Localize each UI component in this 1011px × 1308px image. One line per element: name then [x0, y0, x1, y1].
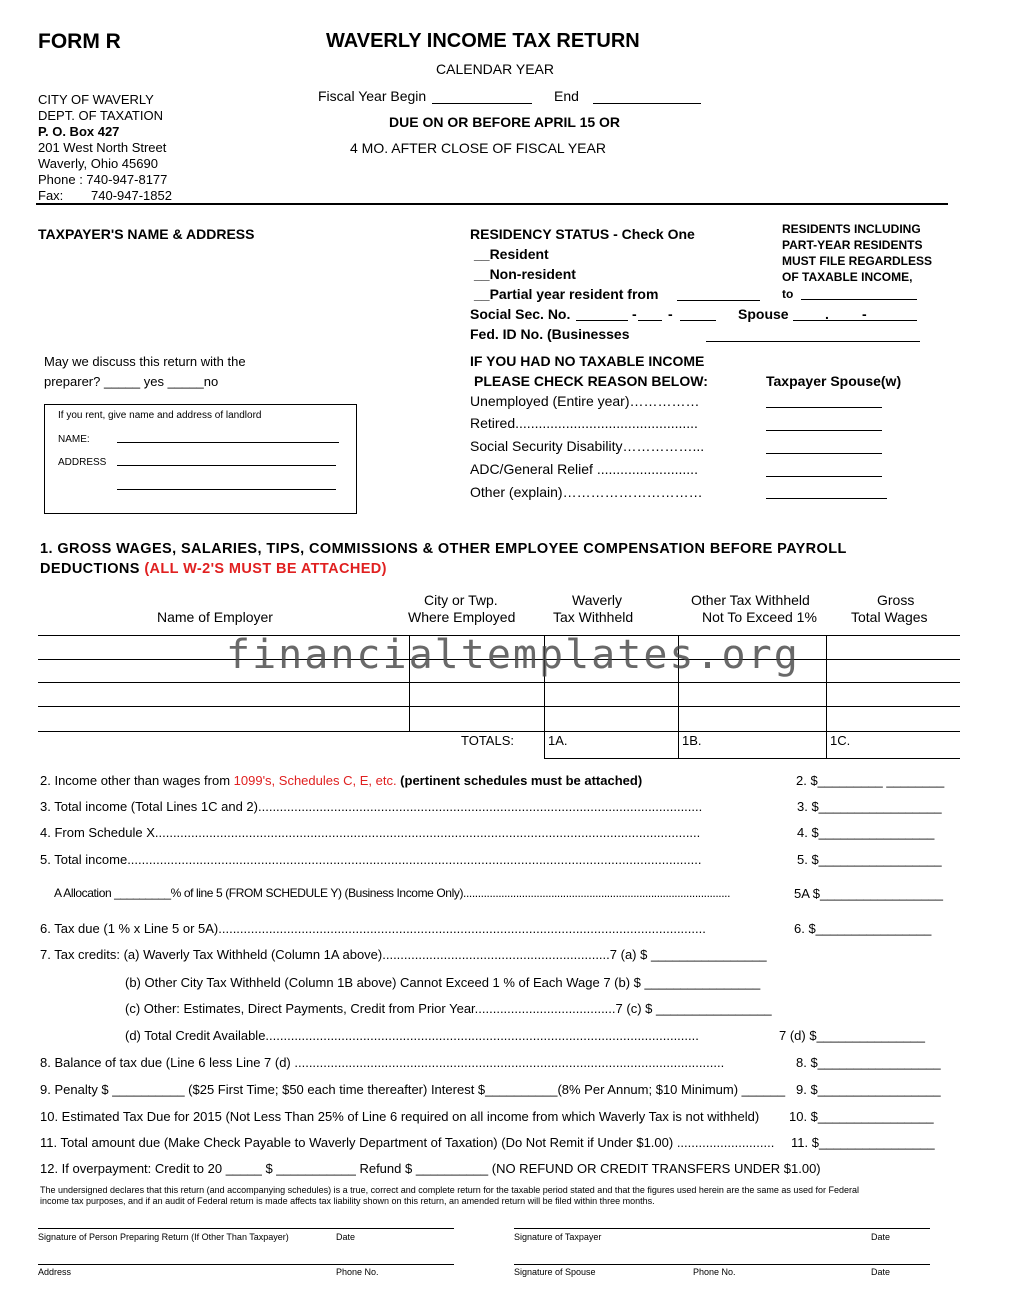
- preparer-phone-label: Phone No.: [336, 1267, 379, 1277]
- taxpayer-signature-label: Signature of Taxpayer: [514, 1232, 602, 1242]
- line-2-text: 2. Income other than wages from: [40, 773, 234, 788]
- partial-resident-checkbox[interactable]: __Partial year resident from: [474, 286, 659, 302]
- line-6: 6. Tax due (1 % x Line 5 or 5A).......................................................................................................................................: [40, 921, 706, 936]
- wages-col-divider-4: [826, 635, 827, 758]
- reason-adc-relief-field[interactable]: [766, 476, 882, 477]
- line-5: 5. Total income...............................................................................................................................................................: [40, 852, 702, 867]
- spouse-signature-label: Signature of Spouse: [514, 1267, 596, 1277]
- city-state-zip: Waverly, Ohio 45690: [38, 156, 158, 171]
- col-other-1: Other Tax Withheld: [691, 592, 810, 608]
- residency-note-3: MUST FILE REGARDLESS: [782, 254, 933, 268]
- city-name: CITY OF WAVERLY: [38, 92, 154, 107]
- taxpayer-heading: TAXPAYER'S NAME & ADDRESS: [38, 226, 255, 242]
- spouse-ssn-dot: .: [825, 306, 829, 322]
- line-11-amount[interactable]: 11. $________________: [791, 1135, 935, 1150]
- fiscal-year-end-label: End: [554, 88, 579, 104]
- form-title: WAVERLY INCOME TAX RETURN: [326, 30, 640, 52]
- address-label: Address: [38, 1267, 72, 1277]
- reason-ss-disability: Social Security Disability……………...: [470, 438, 705, 454]
- line-7d: (d) Total Credit Available........................................................................................................................: [125, 1028, 699, 1043]
- line-10: 10. Estimated Tax Due for 2015 (Not Less Than 25% of Line 6 required on all income from which Waverly Tax is not withheld): [40, 1109, 760, 1124]
- taxpayer-signature-line[interactable]: [514, 1228, 930, 1229]
- landlord-name-label: NAME:: [58, 434, 90, 445]
- line-9[interactable]: 9. Penalty $ __________ ($25 First Time; $50 each time thereafter) Interest $__________(8% Per Annum; $10 Minimum) ______: [40, 1082, 786, 1097]
- taxpayer-date-label: Date: [871, 1232, 891, 1242]
- line-12[interactable]: 12. If overpayment: Credit to 20 _____ $ ___________ Refund $ __________ (NO REFUND OR CREDIT TRANSFERS UNDER $1.00): [40, 1161, 821, 1176]
- street-address: 201 West North Street: [38, 140, 167, 155]
- discuss-answer[interactable]: preparer? _____ yes _____no: [44, 374, 219, 389]
- line-10-amount[interactable]: 10. $________________: [789, 1109, 934, 1124]
- due-date-line2: 4 MO. AFTER CLOSE OF FISCAL YEAR: [350, 140, 606, 156]
- col-gross-1: Gross: [877, 592, 915, 608]
- col-city-2: Where Employed: [408, 609, 516, 625]
- form-subtitle: CALENDAR YEAR: [436, 61, 555, 77]
- reason-retired-field[interactable]: [766, 430, 882, 431]
- po-box: P. O. Box 427: [38, 124, 120, 139]
- line-8-amount[interactable]: 8. $_________________: [796, 1055, 941, 1070]
- col-waverly-2: Tax Withheld: [553, 609, 634, 625]
- header-divider: [36, 203, 948, 205]
- reason-ss-disability-field[interactable]: [766, 453, 882, 454]
- spouse-ssn-label: Spouse: [738, 306, 789, 322]
- line-5a-amount[interactable]: 5A $_________________: [794, 886, 943, 901]
- spouse-ssn-field[interactable]: [793, 320, 917, 321]
- total-1b[interactable]: 1B.: [682, 733, 702, 748]
- w2-attached-note: (ALL W-2'S MUST BE ATTACHED): [144, 561, 387, 577]
- line-3: 3. Total income (Total Lines 1C and 2)...........................................................................................................................: [40, 799, 703, 814]
- residency-note-2: PART-YEAR RESIDENTS: [782, 238, 923, 252]
- spouse-signature-line[interactable]: [514, 1264, 930, 1265]
- total-1c[interactable]: 1C.: [830, 733, 851, 748]
- fiscal-year-begin-field[interactable]: [432, 103, 532, 104]
- fiscal-year-end-field[interactable]: [593, 103, 701, 104]
- line-2-note: (pertinent schedules must be attached): [396, 773, 643, 788]
- ssn-field-3[interactable]: [680, 320, 716, 321]
- wages-row-2[interactable]: [38, 682, 960, 683]
- ssn-dash-1: -: [632, 306, 637, 322]
- address-line[interactable]: [38, 1264, 454, 1265]
- residency-note-1: RESIDENTS INCLUDING: [782, 222, 921, 236]
- landlord-address-field-2[interactable]: [117, 489, 336, 490]
- line-7b[interactable]: (b) Other City Tax Withheld (Column 1B above) Cannot Exceed 1 % of Each Wage 7 (b) $ ________________: [125, 975, 761, 990]
- landlord-name-field[interactable]: [117, 442, 339, 443]
- col-city-1: City or Twp.: [424, 592, 498, 608]
- section1-title-deductions: DEDUCTIONS: [40, 561, 140, 577]
- fax-number: 740-947-1852: [91, 188, 172, 203]
- col-other-2: Not To Exceed 1%: [702, 609, 817, 625]
- line-8: 8. Balance of tax due (Line 6 less Line 7 (d) .......................................................................................................................: [40, 1055, 725, 1070]
- line-9-amount[interactable]: 9. $_________________: [796, 1082, 941, 1097]
- fed-id-field[interactable]: [706, 341, 920, 342]
- spouse-phone-label: Phone No.: [693, 1267, 736, 1277]
- preparer-date-label: Date: [336, 1232, 356, 1242]
- landlord-address-label: ADDRESS: [58, 457, 107, 468]
- wages-totals-bottom: [544, 758, 960, 759]
- line-4: 4. From Schedule X.......................................................................................................................................................: [40, 825, 701, 840]
- reason-other: Other (explain)…………………………: [470, 484, 703, 500]
- reason-adc-relief: ADC/General Relief ..........................: [470, 461, 698, 477]
- wages-row-3[interactable]: [38, 706, 960, 707]
- residency-heading: RESIDENCY STATUS - Check One: [470, 226, 695, 242]
- ssn-dash-2: -: [668, 306, 673, 322]
- phone-number: Phone : 740-947-8177: [38, 172, 168, 187]
- landlord-address-field-1[interactable]: [117, 465, 336, 466]
- line-5a: A Allocation _________% of line 5 (FROM SCHEDULE Y) (Business Income Only)...........................................................................................: [54, 886, 731, 900]
- residency-to-field[interactable]: [801, 299, 917, 300]
- reason-retired: Retired...............................................: [470, 415, 698, 431]
- line-3-amount[interactable]: 3. $_________________: [797, 799, 942, 814]
- line-7d-amount[interactable]: 7 (d) $_______________: [779, 1028, 926, 1043]
- no-income-columns: Taxpayer Spouse(w): [766, 373, 902, 389]
- declaration-line-2: income tax purposes, and if an audit of Federal return is made affects tax liability shown on this return, an amended return will be filed within three months.: [40, 1196, 655, 1206]
- section1-title-1: 1. GROSS WAGES, SALARIES, TIPS, COMMISSIONS & OTHER EMPLOYEE COMPENSATION BEFORE PAYROLL: [40, 541, 847, 557]
- line-5-amount[interactable]: 5. $_________________: [797, 852, 942, 867]
- totals-label: TOTALS:: [461, 733, 514, 748]
- dept-name: DEPT. OF TAXATION: [38, 108, 163, 123]
- form-id: FORM R: [38, 30, 121, 53]
- declaration-line-1: The undersigned declares that this return (and accompanying schedules) is a true, correct and complete return for the taxable period stated and that the figures used herein are the same as used for Federal: [40, 1185, 859, 1195]
- fiscal-year-begin-label: Fiscal Year Begin: [318, 88, 427, 104]
- landlord-note: If you rent, give name and address of landlord: [58, 410, 262, 421]
- ssn-label: Social Sec. No.: [470, 306, 571, 322]
- spouse-date-label: Date: [871, 1267, 891, 1277]
- col-gross-2: Total Wages: [851, 609, 928, 625]
- reason-other-field[interactable]: [766, 498, 887, 499]
- no-income-heading-1: IF YOU HAD NO TAXABLE INCOME: [470, 353, 705, 369]
- wages-row-4[interactable]: [38, 731, 960, 732]
- section1-title-2: [40, 561, 387, 577]
- line-11: 11. Total amount due (Make Check Payable to Waverly Department of Taxation) (Do Not Remit if Under $1.00) ...........................: [40, 1135, 775, 1150]
- ssn-field-2[interactable]: [638, 320, 662, 321]
- reason-unemployed: Unemployed (Entire year)……………: [470, 393, 700, 409]
- line-2-amount[interactable]: 2. $_________ ________: [796, 773, 945, 788]
- col-waverly-1: Waverly: [572, 592, 623, 608]
- line-7a[interactable]: 7. Tax credits: (a) Waverly Tax Withheld (Column 1A above)...............................................................7 (a) $ ________________: [40, 947, 767, 962]
- line-6-amount[interactable]: 6. $________________: [794, 921, 932, 936]
- line-4-amount[interactable]: 4. $________________: [797, 825, 935, 840]
- residency-note-4: OF TAXABLE INCOME,: [782, 270, 913, 284]
- nonresident-checkbox[interactable]: __Non-resident: [474, 266, 576, 282]
- line-7c[interactable]: (c) Other: Estimates, Direct Payments, Credit from Prior Year.......................................7 (c) $ ________________: [125, 1001, 772, 1016]
- partial-resident-from-field[interactable]: [677, 300, 760, 301]
- fed-id-label: Fed. ID No. (Businesses: [470, 326, 630, 342]
- resident-checkbox[interactable]: __Resident: [474, 246, 549, 262]
- col-employer: Name of Employer: [157, 609, 273, 625]
- fax-label: Fax:: [38, 188, 64, 203]
- spouse-ssn-dash: -: [862, 306, 867, 322]
- reason-unemployed-field[interactable]: [766, 407, 882, 408]
- preparer-signature-line[interactable]: [38, 1228, 454, 1229]
- no-income-heading-2: PLEASE CHECK REASON BELOW:: [474, 373, 708, 389]
- residency-note-to: to: [782, 287, 794, 301]
- line-2-schedules: 1099's, Schedules C, E, etc.: [233, 773, 397, 788]
- watermark: financialtemplates.org: [226, 632, 800, 678]
- total-1a[interactable]: 1A.: [548, 733, 568, 748]
- ssn-field-1[interactable]: [576, 320, 628, 321]
- discuss-question: May we discuss this return with the: [44, 354, 246, 369]
- due-date-line1: DUE ON OR BEFORE APRIL 15 OR: [389, 114, 621, 130]
- line-2: [40, 773, 642, 788]
- preparer-signature-label: Signature of Person Preparing Return (If Other Than Taxpayer): [38, 1232, 289, 1242]
